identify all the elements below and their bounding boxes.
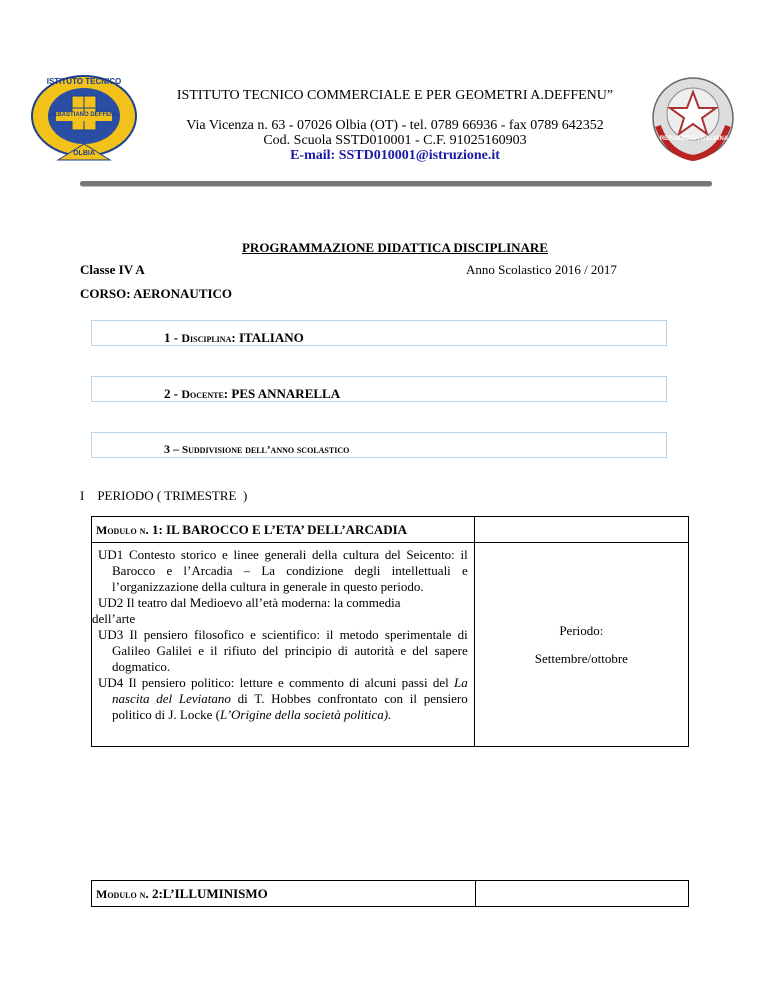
ud2-continued: dell’arte xyxy=(92,611,136,626)
module-1-table xyxy=(91,516,689,747)
ud3: UD3 Il pensiero filosofico e scientifico: il metodo sperimentale di Galileo Galilei e il rifiuto del principio di autorità e del sapere dogmatico. xyxy=(98,627,468,674)
republic-emblem xyxy=(648,74,738,162)
period-heading: I PERIODO ( TRIMESTRE ) xyxy=(80,488,248,503)
module-1-content xyxy=(92,543,475,747)
school-address: Via Vicenza n. 63 - 07026 Olbia (OT) - tel. 0789 66936 - fax 0789 642352 xyxy=(186,118,604,133)
document-title: PROGRAMMAZIONE DIDATTICA DISCIPLINARE xyxy=(241,240,548,255)
disciplina-value: : ITALIANO xyxy=(231,330,304,345)
school-email[interactable]: E-mail: SSTD010001@istruzione.it xyxy=(290,148,500,163)
docente-number: 2 - xyxy=(164,386,182,401)
ud4: UD4 Il pensiero politico: letture e commento di alcuni passi del La nascita del Leviatano di T. Hobbes confrontato con il pensiero politico di J. Locke (L’Origine della società politica). xyxy=(98,675,468,722)
school-name: ISTITUTO TECNICO COMMERCIALE E PER GEOMETRI A.DEFFENU” xyxy=(176,88,614,103)
logo-left-bottom-text: OLBIA xyxy=(73,150,95,157)
module-1-prefix: Modulo n xyxy=(96,523,146,537)
logo-left-top-text: ISTITUTO TECNICO xyxy=(46,77,122,86)
ud2: UD2 Il teatro dal Medioevo all’età moderna: la commedia xyxy=(98,595,401,610)
section-docente xyxy=(91,376,667,402)
section-suddivisione xyxy=(91,432,667,458)
module-2-header-side xyxy=(476,881,689,907)
class-label: Classe IV A xyxy=(80,262,145,277)
period-value: Settembre/ottobre xyxy=(534,651,628,666)
disciplina-label: Disciplina xyxy=(181,331,232,345)
suddivisione-number: 3 – xyxy=(164,442,182,456)
ud1: UD1 Contesto storico e linee generali della cultura del Seicento: il Barocco e l’Arcadia – La condizione degli intellettuali e l’organizzazione della cultura in generale in questo periodo. xyxy=(98,547,468,594)
module-1-header-side xyxy=(474,517,688,543)
header-divider xyxy=(80,181,712,186)
module-2-table xyxy=(91,880,689,907)
docente-label: Docente xyxy=(181,387,224,401)
docente-value: : PES ANNARELLA xyxy=(223,386,341,401)
module-2-title: . 2:L’ILLUMINISMO xyxy=(145,886,268,901)
logo-left-mid-text: SEBASTIANO DEFFENU xyxy=(49,112,119,118)
module-1-title: . 1: IL BAROCCO E L’ETA’ DELL’ARCADIA xyxy=(145,522,408,537)
period-label: Periodo: xyxy=(559,623,604,638)
emblem-text: REPUBBLICA ITALIANA xyxy=(659,136,729,142)
suddivisione-label: Suddivisione dell’anno scolastico xyxy=(182,444,350,456)
section-disciplina xyxy=(91,320,667,346)
disciplina-number: 1 - xyxy=(164,330,182,345)
course-label: CORSO: AERONAUTICO xyxy=(80,286,233,301)
school-year: Anno Scolastico 2016 / 2017 xyxy=(466,262,617,277)
module-2-prefix: Modulo n xyxy=(96,887,146,901)
module-1-period-cell xyxy=(474,543,688,747)
module-2-header xyxy=(92,881,476,907)
module-1-header xyxy=(92,517,475,543)
school-codes: Cod. Scuola SSTD010001 - C.F. 91025160903 xyxy=(263,133,527,148)
